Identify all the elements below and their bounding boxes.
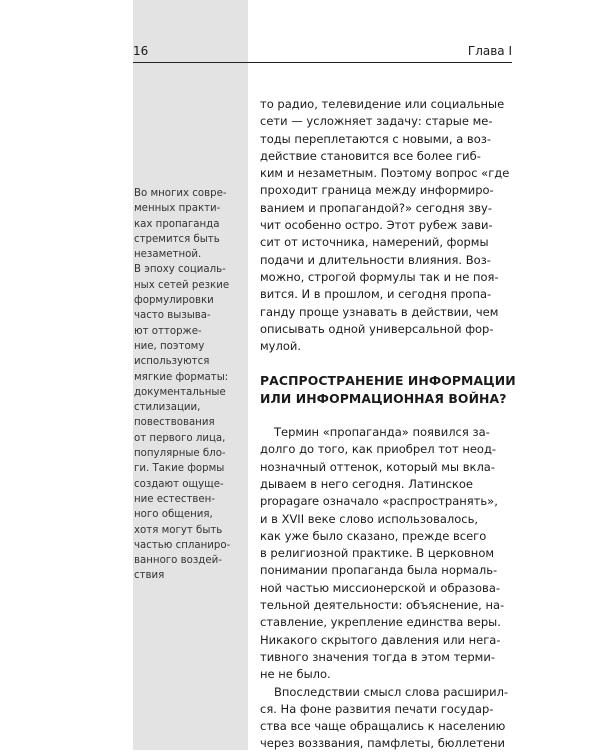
sidebar-note-line: часто вызыва- [134,310,211,322]
text-line: нозначный оттенок, который мы вкла- [260,459,495,474]
section-heading [260,372,516,407]
spacer [260,407,512,424]
paragraph-1 [260,96,512,355]
text-line: чит особенно остро. Этот рубеж зави- [260,218,493,233]
sidebar-note-line: стремится быть [134,233,220,245]
sidebar-note-line: ного общения, [134,509,213,521]
chapter-label: Глава I [467,44,512,58]
sidebar-note-line: ние, поэтому [134,340,205,352]
text-line: в религиозной практике. В церковном [260,546,495,561]
page-number: 16 [133,44,149,58]
text-line: описывать одной универсальной фор- [260,321,494,336]
text-line: ванием и пропагандой?» сегодня зву- [260,200,493,215]
paragraph-3 [260,684,512,753]
text-line: через воззвания, памфлеты, бюллетени [260,736,506,751]
sidebar-note-line: ках пропаганда [134,218,220,230]
text-line: ной частью миссионерской и образова- [260,580,501,595]
text-line: подачи и длительности влияния. Воз- [260,252,491,267]
text-line: ганду проще узнавать в действии, чем [260,304,499,319]
text-line: как уже было сказано, прежде всего [260,528,487,543]
sidebar-note-line: повествования [134,417,215,429]
text-line: Термин «пропаганда» появился за- [274,425,490,440]
sidebar-note-line: ют отторже- [134,325,202,337]
sidebar-note-line: создают ощуще- [134,478,224,490]
text-line: дываем в него сегодня. Латинское [260,476,473,491]
text-line: мулой. [260,339,301,354]
text-line: ства все чаще обращались к населению [260,719,506,734]
sidebar-note-line: ние естествен- [134,493,216,505]
text-line: сети — усложняет задачу: старые ме- [260,114,493,129]
sidebar-note-line: В эпоху социаль- [134,264,226,276]
sidebar-note-line: мягкие форматы: [134,371,229,383]
sidebar-note-line: менных практи- [134,203,221,215]
sidebar-note-line: ги. Такие формы [134,463,225,475]
paragraph-2 [260,424,512,683]
sidebar-note-line: используются [134,356,210,368]
running-head [133,42,512,60]
sidebar-note-line: документальные [134,386,226,398]
text-line: тельной деятельности: объяснение, на- [260,598,505,613]
text-line: вится. И в прошлом, и сегодня пропа- [260,287,492,302]
text-line: проходит граница между информиро- [260,183,494,198]
sidebar-note-line: незаметной. [134,249,202,261]
text-line: понимании пропаганда была нормаль- [260,563,498,578]
header-rule [133,62,512,63]
text-line: то радио, телевидение или социальные [260,97,505,111]
sidebar-note-line: популярные бло- [134,448,226,460]
spacer [260,355,512,372]
sidebar-note-line: ванного воздей- [134,555,222,567]
main-text [260,96,516,753]
sidebar-note-line: ствия [134,570,165,582]
text-line: ким и незаметным. Поэтому вопрос «где [260,166,510,181]
sidebar-note-line: ных сетей резкие [134,279,230,291]
text-line: долго до того, как приобрел тот неод- [260,442,497,457]
sidebar-note [134,186,244,584]
text-line: propagare означало «распространять», [260,494,498,509]
sidebar-note-line: Во многих совре- [134,188,227,199]
heading-line: ИЛИ ИНФОРМАЦИОННАЯ ВОЙНА? [260,390,507,406]
text-line: тивного значения тогда в этом терми- [260,649,495,664]
text-line: тоды переплетаются с новыми, а воз- [260,131,491,146]
text-line: не не было. [260,667,331,682]
sidebar-note-line: от первого лица, [134,432,226,444]
sidebar-note-line: формулировки [134,295,214,307]
text-line: Впоследствии смысл слова расширил- [274,684,509,699]
sidebar-note-line: частью спланиро- [134,539,231,551]
heading-line: РАСПРОСТРАНЕНИЕ ИНФОРМАЦИИ [260,373,516,389]
text-line: сит от источника, намерений, формы [260,235,489,250]
text-line: ся. На фоне развития печати государ- [260,701,494,716]
text-line: можно, строгой формулы так и не поя- [260,269,499,284]
sidebar-note-line: хотя могут быть [134,524,223,536]
sidebar-note-line: стилизации, [134,402,201,414]
text-line: и в XVII веке слово использовалось, [260,511,479,526]
text-line: ставление, укрепление единства веры. [260,615,501,630]
text-line: действие становится все более гиб- [260,148,481,163]
text-line: Никакого скрытого давления или нега- [260,632,501,647]
